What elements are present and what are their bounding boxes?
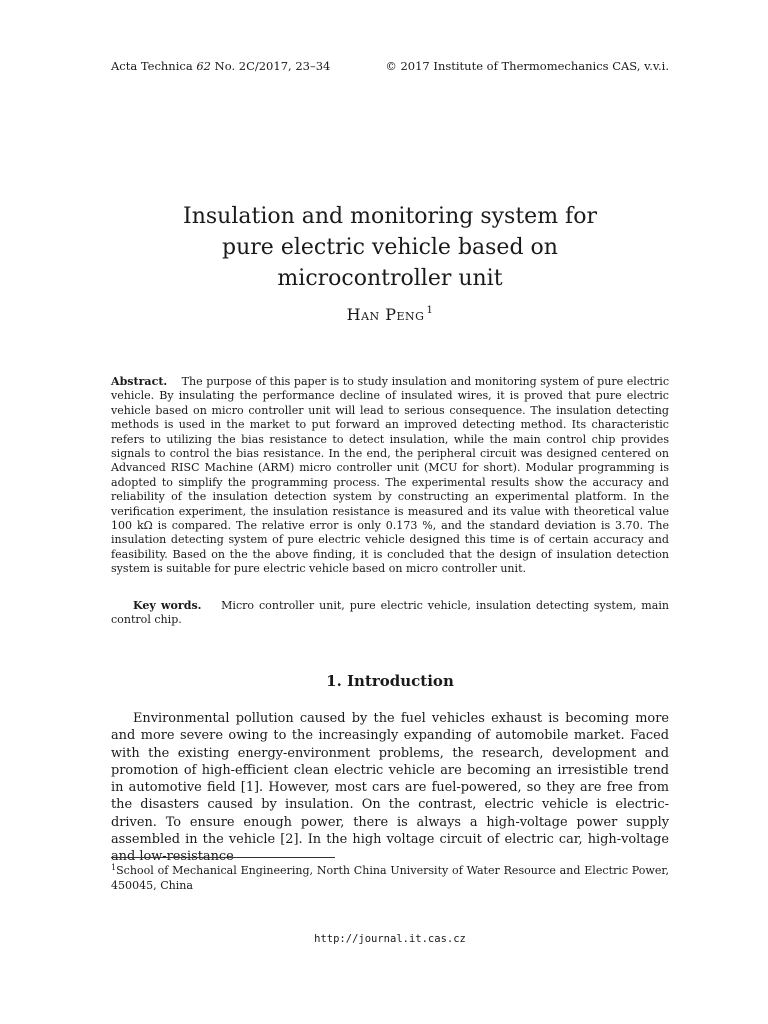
title-line: Insulation and monitoring system for	[183, 204, 597, 229]
keywords	[111, 599, 669, 628]
title-line: pure electric vehicle based on	[222, 235, 558, 260]
footnote-mark: 1	[111, 863, 117, 872]
introduction-paragraph: Environmental pollution caused by the fuel vehicles exhaust is becoming more and more severe owing to the increasingly expanding of automobile market. Faced with the existing energy-environment problems, the research, development and promotion of high-efficient clean electric vehicle are becoming an irresistible trend in automotive field [1]. However, most cars are fuel-powered, so they are free from the disasters caused by insulation. On the contrast, electric vehicle is electric-driven. To ensure enough power, there is always a high-voltage power supply assembled in the vehicle [2]. In the high voltage circuit of electric car, high-voltage and low-resistance	[111, 711, 669, 865]
copyright-notice: © 2017 Institute of Thermomechanics CAS, v.v.i.	[385, 59, 669, 73]
footnote-text: School of Mechanical Engineering, North China University of Water Resource and Electric Power, 450045, China	[111, 864, 669, 892]
author-footnote-mark: 1	[426, 305, 434, 316]
running-header	[111, 59, 669, 73]
keywords-text: Micro controller unit, pure electric vehicle, insulation detecting system, main control chip.	[111, 599, 669, 627]
title-line: microcontroller unit	[277, 266, 503, 291]
journal-name: Acta Technica	[111, 59, 193, 73]
abstract	[111, 375, 669, 577]
journal-volume: 62	[196, 59, 211, 73]
section-heading: 1. Introduction	[326, 672, 454, 690]
author-line	[111, 305, 669, 324]
journal-issue-pages: No. 2C/2017, 23–34	[214, 59, 331, 73]
footer-url[interactable]: http://journal.it.cas.cz	[314, 933, 466, 945]
keywords-label: Key words.	[133, 599, 202, 612]
journal-citation	[111, 59, 330, 73]
abstract-label: Abstract.	[111, 375, 168, 388]
footnote	[111, 860, 669, 893]
footnote-divider	[111, 857, 335, 858]
author-name: Han Peng	[346, 305, 425, 324]
abstract-text: The purpose of this paper is to study insulation and monitoring system of pure electric vehicle. By insulating the performance decline of insulated wires, it is proved that pure electric vehicle based on micro controller unit will lead to serious consequence. The insulation detecting methods is used in the market to put forward an improved detecting method. Its characteristic refers to utilizing the bias resistance to detect insulation, while the main control chip provides signals to control the bias resistance. In the end, the peripheral circuit was designed centered on Advanced RISC Machine (ARM) micro controller unit (MCU for short). Modular programming is adopted to simplify the programming process. The experimental results show the accuracy and reliability of the insulation detection system by constructing an experimental platform. In the verification experiment, the insulation resistance is measured and its value with theoretical value 100 kΩ is compared. The relative error is only 0.173 %, and the standard deviation is 3.70. The insulation detecting system of pure electric vehicle designed this time is of certain accuracy and feasibility. Based on the the above finding, it is concluded that the design of insulation detection system is suitable for pure electric vehicle based on micro controller unit.	[111, 375, 670, 576]
paper-title	[111, 201, 669, 294]
